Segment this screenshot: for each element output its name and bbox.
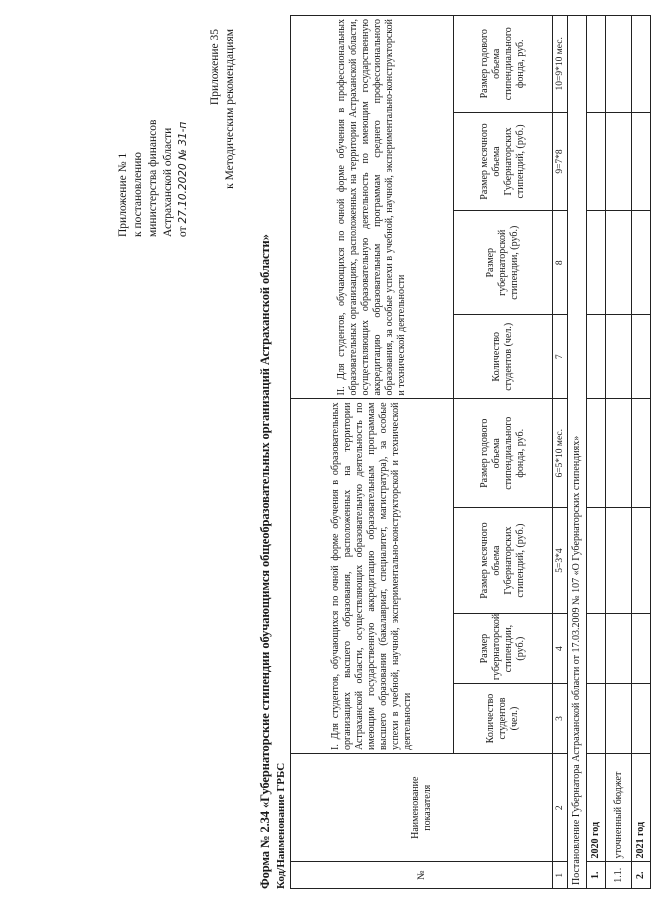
data-cell[interactable] bbox=[587, 211, 606, 315]
data-cell[interactable] bbox=[606, 16, 632, 113]
data-cell[interactable] bbox=[606, 112, 632, 211]
row-label: уточненный бюджет bbox=[606, 753, 632, 862]
data-cell[interactable] bbox=[632, 614, 651, 684]
appendix-block bbox=[208, 29, 238, 219]
approval-date bbox=[176, 120, 191, 237]
header-annual-fund: Размер годового объема стипендиального фонда, руб. bbox=[454, 399, 553, 508]
data-cell[interactable] bbox=[632, 508, 651, 614]
data-cell[interactable] bbox=[632, 684, 651, 754]
header-stipend-size: Размер губернаторской стипендии, (руб.) bbox=[454, 614, 553, 684]
table-row bbox=[632, 16, 651, 889]
header-monthly-volume: Размер месячного объема Губернаторских стипендий, (руб.) bbox=[454, 112, 553, 211]
column-number: 6=5*10 мес. bbox=[553, 399, 568, 508]
row-number: 2. bbox=[632, 862, 651, 889]
data-cell[interactable] bbox=[587, 399, 606, 508]
column-number: 1 bbox=[553, 862, 568, 889]
data-cell[interactable] bbox=[606, 614, 632, 684]
data-cell[interactable] bbox=[606, 315, 632, 399]
data-cell[interactable] bbox=[632, 16, 651, 113]
form-title: Форма № 2.34 «Губернаторские стипендии обучающимся общеобразовательных организаций Астраханской области» bbox=[258, 234, 272, 889]
form-code-label: Код/Наименование ГРБС bbox=[275, 762, 287, 889]
data-cell[interactable] bbox=[587, 16, 606, 113]
approval-title: Приложение № 1 bbox=[117, 152, 129, 237]
appendix-title: Приложение 35 bbox=[209, 29, 221, 106]
header-monthly-volume: Размер месячного объема Губернаторских стипендий, (руб.) bbox=[454, 508, 553, 614]
data-cell[interactable] bbox=[606, 211, 632, 315]
column-number-row bbox=[553, 16, 568, 889]
column-number: 5=3*4 bbox=[553, 508, 568, 614]
approval-line: к постановлению bbox=[132, 152, 144, 237]
decree-reference: Постановление Губернатора Астраханской области от 17.03.2009 № 107 «О Губернаторских стипендиях» bbox=[568, 16, 587, 889]
data-cell[interactable] bbox=[606, 508, 632, 614]
column-number: 9=7*8 bbox=[553, 112, 568, 211]
row-label: 2020 год bbox=[587, 753, 606, 862]
decree-row bbox=[568, 16, 587, 889]
column-number: 2 bbox=[553, 753, 568, 862]
data-cell[interactable] bbox=[587, 684, 606, 754]
data-cell[interactable] bbox=[587, 112, 606, 211]
data-cell[interactable] bbox=[606, 684, 632, 754]
data-cell[interactable] bbox=[587, 315, 606, 399]
column-number: 3 bbox=[553, 684, 568, 754]
data-cell[interactable] bbox=[587, 614, 606, 684]
table-row bbox=[587, 16, 606, 889]
approval-date-prefix: от bbox=[177, 226, 189, 237]
header-student-count: Количество студентов (чел.) bbox=[454, 684, 553, 754]
approval-line: министерства финансов bbox=[147, 119, 159, 237]
data-cell[interactable] bbox=[632, 112, 651, 211]
header-annual-fund: Размер годового объема стипендиального фонда, руб. bbox=[454, 16, 553, 113]
data-cell[interactable] bbox=[632, 399, 651, 508]
header-number: № bbox=[291, 862, 553, 889]
header-group-vocational-education: II. Для студентов, обучающихся по очной форме обучения в профессиональных образовательных организациях, расположенных на территории Астраханской области, осуществляющих образовательную деятельность по имеющим государственную аккредитацию образовательным программам среднего профессионального образования, за особые успехи в учебной, научной, экспериментально-конструкторской и технической деятельности bbox=[291, 16, 454, 399]
column-number: 4 bbox=[553, 614, 568, 684]
appendix-subtitle: к Методическим рекомендациям bbox=[224, 29, 236, 189]
table-row bbox=[606, 16, 632, 889]
data-cell[interactable] bbox=[632, 315, 651, 399]
row-label: 2021 год bbox=[632, 753, 651, 862]
column-number: 8 bbox=[553, 211, 568, 315]
data-cell[interactable] bbox=[632, 211, 651, 315]
column-number: 7 bbox=[553, 315, 568, 399]
approval-line: Астраханской области bbox=[162, 127, 174, 237]
row-number: 1. bbox=[587, 862, 606, 889]
header-indicator: Наименование показателя bbox=[291, 753, 553, 862]
header-student-count: Количество студентов (чел.) bbox=[454, 315, 553, 399]
header-stipend-size: Размер губернаторской стипендии, (руб.) bbox=[454, 211, 553, 315]
handwritten-date: 27.10.2020 № 31-п bbox=[177, 121, 189, 224]
data-cell[interactable] bbox=[606, 399, 632, 508]
header-group-higher-education: I. Для студентов, обучающихся по очной форме обучения в образовательных организациях высшего образования, расположенных на территории Астраханской области, осуществляющих образовательную деятельность по имеющим государственную аккредитацию образовательным программам высшего образования (бакалавриат, специалитет, магистратура), за особые успехи в учебной, научной, экспериментально-конструкторской и технической деятельности bbox=[291, 399, 454, 754]
header-row bbox=[291, 16, 454, 889]
approval-block bbox=[116, 120, 191, 237]
scholarship-table bbox=[290, 15, 651, 889]
column-number: 10=9*10 мес. bbox=[553, 16, 568, 113]
row-number: 1.1. bbox=[606, 862, 632, 889]
data-cell[interactable] bbox=[587, 508, 606, 614]
